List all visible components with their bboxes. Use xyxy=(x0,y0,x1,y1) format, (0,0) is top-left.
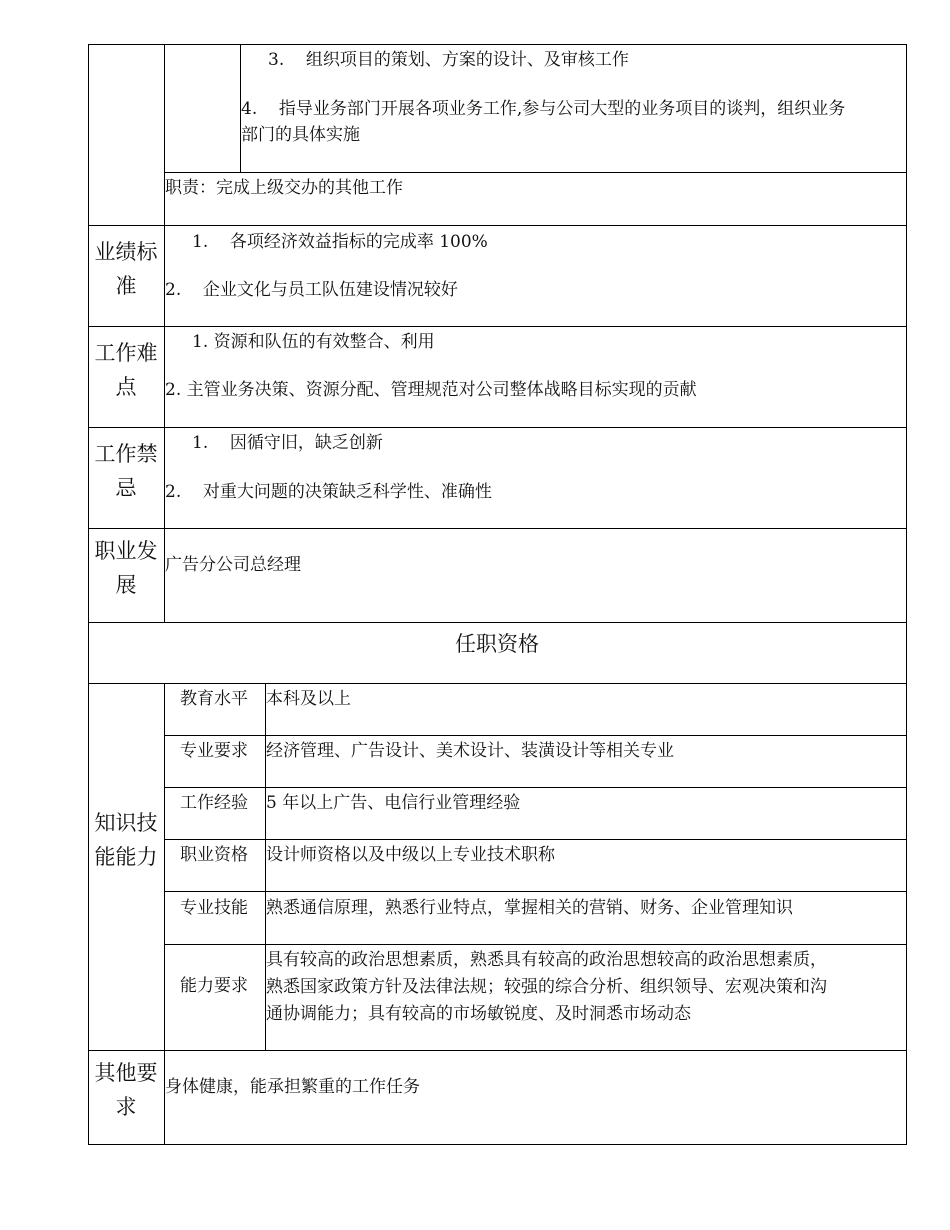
performance-line-2: 2. 企业文化与员工队伍建设情况较好 xyxy=(165,280,458,300)
knowledge-skills-label: 知识技能能力 xyxy=(94,811,158,869)
duty-item-4-line1: 4. 指导业务部门开展各项业务工作,参与公司大型的业务项目的谈判，组织业务 xyxy=(241,99,846,119)
experience-label: 工作经验 xyxy=(180,793,248,813)
skills-value: 熟悉通信原理，熟悉行业特点，掌握相关的营销、财务、企业管理知识 xyxy=(266,898,793,918)
qualification-title: 任职资格 xyxy=(455,632,539,656)
table-border-right xyxy=(906,44,907,1145)
row-divider xyxy=(164,839,907,840)
column-divider xyxy=(164,44,165,623)
taboo-line-2: 2. 对重大问题的决策缺乏科学性、准确性 xyxy=(165,482,492,502)
row-divider xyxy=(88,1050,907,1051)
ability-label: 能力要求 xyxy=(180,976,248,996)
row-divider xyxy=(164,787,907,788)
row-divider xyxy=(88,427,907,428)
row-divider xyxy=(164,172,907,173)
ability-line-1: 具有较高的政治思想素质，熟悉具有较高的政治思想较高的政治思想素质， xyxy=(266,950,827,970)
taboo-label: 工作禁忌 xyxy=(94,442,158,500)
row-divider xyxy=(164,891,907,892)
major-value: 经济管理、广告设计、美术设计、装潢设计等相关专业 xyxy=(266,741,674,761)
row-divider xyxy=(164,735,907,736)
difficulty-line-1: 1. 资源和队伍的有效整合、利用 xyxy=(192,332,435,352)
row-divider xyxy=(88,528,907,529)
duty-item-4-line2: 部门的具体实施 xyxy=(241,125,360,145)
performance-label: 业绩标准 xyxy=(94,240,158,298)
experience-value: 5 年以上广告、电信行业管理经验 xyxy=(266,793,521,813)
duty-item-3: 3. 组织项目的策划、方案的设计、及审核工作 xyxy=(268,50,629,70)
difficulty-label: 工作难点 xyxy=(94,341,158,399)
other-requirements-value: 身体健康，能承担繁重的工作任务 xyxy=(165,1077,420,1097)
duty-other: 职责：完成上级交办的其他工作 xyxy=(165,178,403,198)
certification-label: 职业资格 xyxy=(180,845,248,865)
difficulty-line-2: 2. 主管业务决策、资源分配、管理规范对公司整体战略目标实现的贡献 xyxy=(165,380,697,400)
row-divider xyxy=(164,944,907,945)
row-divider xyxy=(88,326,907,327)
certification-value: 设计师资格以及中级以上专业技术职称 xyxy=(266,845,555,865)
education-label: 教育水平 xyxy=(180,689,248,709)
education-value: 本科及以上 xyxy=(266,689,351,709)
career-value: 广告分公司总经理 xyxy=(165,555,301,575)
table-border-top xyxy=(88,44,907,45)
ability-line-3: 通协调能力；具有较高的市场敏锐度、及时洞悉市场动态 xyxy=(266,1004,691,1024)
row-divider xyxy=(88,622,907,623)
performance-line-1: 1. 各项经济效益指标的完成率 100% xyxy=(192,232,488,252)
major-label: 专业要求 xyxy=(180,741,248,761)
other-requirements-label: 其他要求 xyxy=(94,1061,158,1119)
row-divider xyxy=(88,225,907,226)
row-divider xyxy=(88,683,907,684)
table-border-bottom xyxy=(88,1144,907,1145)
taboo-line-1: 1. 因循守旧，缺乏创新 xyxy=(192,433,383,453)
ability-line-2: 熟悉国家政策方针及法律法规；较强的综合分析、组织领导、宏观决策和沟 xyxy=(266,977,827,997)
skills-label: 专业技能 xyxy=(180,898,248,918)
career-label: 职业发展 xyxy=(94,539,158,597)
